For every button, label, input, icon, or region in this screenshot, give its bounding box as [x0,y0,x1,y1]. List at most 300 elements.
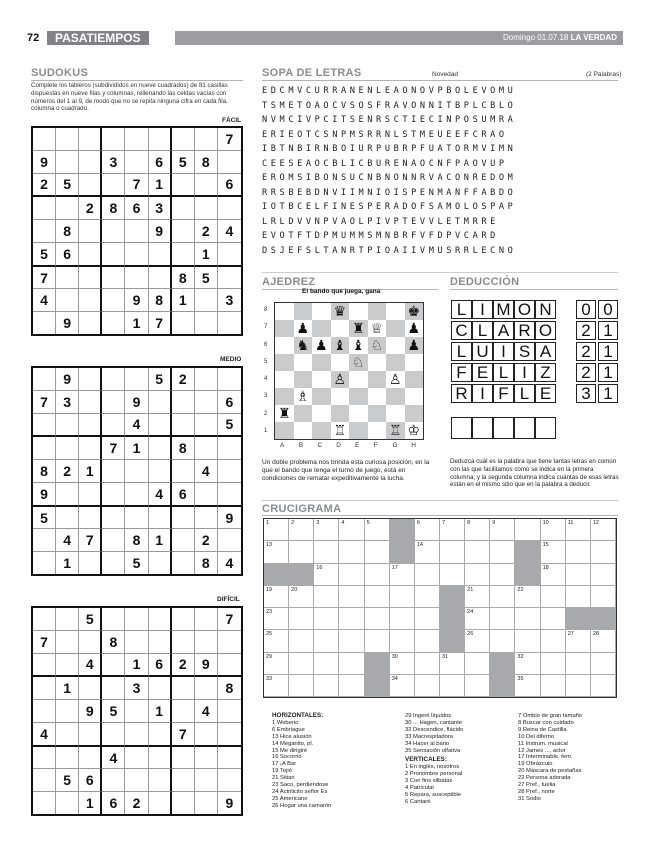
crossword-cell[interactable] [289,675,314,697]
sudoku-cell[interactable] [102,289,125,312]
sudoku-cell[interactable] [149,507,172,530]
sudoku-cell[interactable] [125,460,148,483]
crossword-cell[interactable] [289,586,314,608]
sudoku-cell[interactable] [218,654,241,678]
sudoku-cell[interactable]: 1 [149,174,172,198]
crossword-cell[interactable] [339,586,364,608]
sudoku-cell[interactable]: 5 [102,700,125,723]
crossword-cell[interactable] [365,630,390,652]
sudoku-cell[interactable] [56,507,79,530]
sudoku-cell[interactable] [56,414,79,438]
sudoku-cell[interactable]: 6 [79,769,102,792]
sudoku-cell[interactable] [33,552,56,574]
sudoku-cell[interactable]: 9 [125,289,148,312]
sudoku-cell[interactable]: 9 [79,700,102,723]
sudoku-cell[interactable] [149,128,172,151]
sudoku-cell[interactable]: 4 [125,414,148,438]
sudoku-cell[interactable] [195,312,218,334]
sudoku-cell[interactable] [218,243,241,267]
sudoku-cell[interactable] [79,267,102,290]
crossword-cell[interactable] [566,675,591,697]
sudoku-cell[interactable]: 5 [33,243,56,267]
crossword-cell[interactable] [314,586,339,608]
sudoku-cell[interactable]: 1 [195,243,218,267]
sudoku-cell[interactable]: 8 [56,220,79,243]
sudoku-cell[interactable] [172,769,195,792]
sudoku-cell[interactable]: 2 [79,197,102,220]
sudoku-cell[interactable]: 5 [195,267,218,290]
sudoku-cell[interactable] [149,769,172,792]
crossword-cell[interactable] [390,564,415,586]
sudoku-cell[interactable] [125,769,148,792]
sudoku-cell[interactable]: 5 [172,151,195,174]
crossword-cell[interactable] [440,541,465,563]
crossword-cell[interactable] [440,519,465,541]
sudoku-cell[interactable]: 4 [33,289,56,312]
sudoku-cell[interactable] [125,483,148,507]
sudoku-cell[interactable]: 6 [102,792,125,814]
sudoku-cell[interactable]: 6 [56,243,79,267]
sudoku-cell[interactable] [172,174,195,198]
sudoku-cell[interactable] [56,267,79,290]
sudoku-cell[interactable]: 9 [225,795,234,812]
sudoku-cell[interactable] [56,723,79,747]
crossword-cell[interactable] [440,564,465,586]
sudoku-cell[interactable] [56,608,79,631]
sudoku-cell[interactable] [33,128,56,151]
sudoku-cell[interactable] [33,368,56,391]
crossword-cell[interactable] [390,608,415,630]
sudoku-cell[interactable] [102,483,125,507]
sudoku-cell[interactable]: 8 [218,677,241,700]
sudoku-cell[interactable] [195,677,218,700]
sudoku-cell[interactable] [79,174,102,198]
sudoku-cell[interactable]: 5 [56,174,79,198]
sudoku-cell[interactable] [33,654,56,678]
sudoku-cell[interactable] [33,769,56,792]
sudoku-cell[interactable] [195,792,218,814]
crossword-cell[interactable] [415,541,440,563]
crossword-cell[interactable] [515,519,540,541]
sudoku-cell[interactable]: 8 [33,460,56,483]
sudoku-cell[interactable] [56,483,79,507]
sudoku-cell[interactable] [102,220,125,243]
crossword-cell[interactable] [264,653,289,675]
sudoku-cell[interactable]: 4 [79,654,102,678]
sudoku-cell[interactable] [102,552,125,574]
sudoku-cell[interactable] [172,747,195,770]
crossword-cell[interactable] [415,564,440,586]
sudoku-cell[interactable] [125,723,148,747]
sudoku-cell[interactable] [125,128,148,151]
sudoku-cell[interactable] [79,128,102,151]
sudoku-cell[interactable] [149,552,172,574]
sudoku-cell[interactable] [102,460,125,483]
sudoku-cell[interactable] [195,608,218,631]
crossword-cell[interactable] [591,564,616,586]
sudoku-cell[interactable] [79,368,102,391]
sudoku-cell[interactable] [195,507,218,530]
sudoku-cell[interactable]: 5 [125,552,148,574]
crossword-cell[interactable] [339,675,364,697]
sudoku-cell[interactable] [172,243,195,267]
crossword-cell[interactable] [591,630,616,652]
crossword-cell[interactable] [465,653,490,675]
crossword-cell[interactable] [314,541,339,563]
sudoku-cell[interactable] [195,128,218,151]
sudoku-cell[interactable]: 9 [218,507,241,530]
sudoku-cell[interactable] [56,289,79,312]
sudoku-cell[interactable] [218,267,241,290]
sudoku-cell[interactable]: 7 [218,128,241,151]
crossword-cell[interactable] [339,608,364,630]
sudoku-cell[interactable] [102,368,125,391]
sudoku-cell[interactable]: 3 [149,197,172,220]
sudoku-cell[interactable] [102,267,125,290]
sudoku-cell[interactable]: 4 [102,747,125,770]
crossword-cell[interactable] [415,675,440,697]
sudoku-cell[interactable]: 4 [225,555,234,572]
sudoku-cell[interactable] [195,723,218,747]
sudoku-cell[interactable] [149,460,172,483]
crossword-cell[interactable] [541,675,566,697]
sudoku-cell[interactable] [125,608,148,631]
crossword-cell[interactable] [541,630,566,652]
deduction-answer-cell[interactable] [493,417,514,439]
sudoku-cell[interactable] [102,507,125,530]
sudoku-cell[interactable]: 3 [125,677,148,700]
crossword-cell[interactable] [365,586,390,608]
sudoku-cell[interactable] [195,391,218,414]
sudoku-cell[interactable]: 8 [172,437,195,460]
crossword-cell[interactable] [314,564,339,586]
sudoku-cell[interactable] [172,529,195,552]
sudoku-cell[interactable] [195,174,218,198]
sudoku-cell[interactable]: 2 [33,174,56,198]
sudoku-cell[interactable] [172,608,195,631]
crossword-cell[interactable] [541,608,566,630]
sudoku-cell[interactable] [172,220,195,243]
crossword-cell[interactable] [339,653,364,675]
crossword-cell[interactable] [415,630,440,652]
crossword-cell[interactable] [314,675,339,697]
sudoku-cell[interactable] [218,483,241,507]
sudoku-cell[interactable] [33,197,56,220]
crossword-cell[interactable] [264,541,289,563]
sudoku-cell[interactable] [195,483,218,507]
sudoku-cell[interactable] [79,483,102,507]
sudoku-cell[interactable] [195,414,218,438]
sudoku-cell[interactable] [79,414,102,438]
sudoku-cell[interactable] [172,552,195,574]
sudoku-cell[interactable] [125,267,148,290]
crossword-cell[interactable] [289,541,314,563]
sudoku-cell[interactable]: 8 [102,631,125,654]
sudoku-cell[interactable] [79,631,102,654]
sudoku-cell[interactable] [125,368,148,391]
crossword-cell[interactable] [390,586,415,608]
sudoku-cell[interactable]: 7 [33,631,56,654]
crossword-cell[interactable] [490,608,515,630]
sudoku-cell[interactable] [149,747,172,770]
sudoku-cell[interactable]: 2 [195,529,218,552]
crossword-cell[interactable] [365,608,390,630]
crossword-cell[interactable] [591,541,616,563]
sudoku-cell[interactable] [79,507,102,530]
sudoku-cell[interactable] [125,631,148,654]
crossword-cell[interactable] [415,586,440,608]
sudoku-cell[interactable] [79,151,102,174]
sudoku-cell[interactable] [149,792,172,814]
sudoku-cell[interactable] [149,723,172,747]
crossword-cell[interactable] [465,541,490,563]
crossword-cell[interactable] [541,586,566,608]
sudoku-cell[interactable]: 4 [195,460,218,483]
sudoku-cell[interactable]: 8 [102,197,125,220]
crossword-cell[interactable] [465,675,490,697]
sudoku-cell[interactable]: 1 [149,700,172,723]
sudoku-cell[interactable] [56,792,79,814]
sudoku-cell[interactable] [33,700,56,723]
deduction-answer-cell[interactable] [451,417,472,439]
crossword-cell[interactable] [566,519,591,541]
crossword-cell[interactable] [314,653,339,675]
sudoku-cell[interactable] [102,312,125,334]
sudoku-cell[interactable]: 8 [172,267,195,290]
crossword-cell[interactable] [415,519,440,541]
sudoku-cell[interactable] [125,507,148,530]
crossword-cell[interactable] [566,564,591,586]
sudoku-cell[interactable] [218,368,241,391]
crossword-cell[interactable] [264,519,289,541]
crossword-cell[interactable] [515,630,540,652]
sudoku-cell[interactable] [102,654,125,678]
sudoku-cell[interactable]: 1 [79,792,102,814]
sudoku-cell[interactable] [172,312,195,334]
sudoku-cell[interactable]: 4 [195,700,218,723]
sudoku-cell[interactable] [149,267,172,290]
sudoku-cell[interactable]: 6 [149,654,172,678]
crossword-cell[interactable] [566,541,591,563]
sudoku-cell[interactable] [33,677,56,700]
crossword-cell[interactable] [490,541,515,563]
sudoku-cell[interactable] [56,437,79,460]
sudoku-cell[interactable]: 1 [125,437,148,460]
sudoku-cell[interactable] [102,174,125,198]
sudoku-cell[interactable] [218,631,241,654]
sudoku-cell[interactable]: 1 [125,312,148,334]
crossword-cell[interactable] [490,630,515,652]
crossword-cell[interactable] [289,519,314,541]
sudoku-cell[interactable]: 4 [56,529,79,552]
sudoku-cell[interactable]: 6 [149,151,172,174]
sudoku-cell[interactable] [33,608,56,631]
sudoku-cell[interactable]: 2 [172,654,195,678]
crossword-cell[interactable] [289,653,314,675]
sudoku-cell[interactable] [56,197,79,220]
sudoku-cell[interactable] [102,608,125,631]
sudoku-cell[interactable] [172,507,195,530]
sudoku-cell[interactable]: 9 [33,483,56,507]
sudoku-cell[interactable]: 8 [195,552,218,574]
sudoku-cell[interactable] [195,437,218,460]
sudoku-cell[interactable] [172,391,195,414]
sudoku-cell[interactable]: 5 [149,368,172,391]
crossword-cell[interactable] [339,630,364,652]
sudoku-cell[interactable] [125,151,148,174]
sudoku-cell[interactable] [56,700,79,723]
sudoku-cell[interactable] [195,769,218,792]
sudoku-cell[interactable]: 1 [56,552,79,574]
sudoku-cell[interactable] [79,220,102,243]
sudoku-cell[interactable] [102,723,125,747]
sudoku-cell[interactable] [33,312,56,334]
sudoku-cell[interactable] [79,289,102,312]
sudoku-cell[interactable] [218,747,241,770]
crossword-cell[interactable] [264,586,289,608]
sudoku-cell[interactable] [79,677,102,700]
sudoku-cell[interactable]: 9 [56,312,79,334]
sudoku-cell[interactable] [149,437,172,460]
sudoku-cell[interactable]: 2 [172,368,195,391]
crossword-cell[interactable] [490,519,515,541]
crossword-cell[interactable] [465,519,490,541]
sudoku-cell[interactable]: 1 [56,677,79,700]
sudoku-cell[interactable] [125,747,148,770]
sudoku-cell[interactable] [102,391,125,414]
sudoku-cell[interactable]: 6 [218,174,241,198]
sudoku-cell[interactable] [79,747,102,770]
sudoku-cell[interactable] [218,529,241,552]
sudoku-cell[interactable] [172,414,195,438]
crossword-cell[interactable] [339,564,364,586]
sudoku-cell[interactable]: 1 [149,529,172,552]
crossword-cell[interactable] [440,675,465,697]
crossword-cell[interactable] [390,653,415,675]
crossword-cell[interactable] [264,608,289,630]
crossword-cell[interactable] [264,675,289,697]
sudoku-cell[interactable]: 7 [79,529,102,552]
sudoku-cell[interactable] [79,437,102,460]
crossword-cell[interactable] [566,586,591,608]
sudoku-cell[interactable]: 2 [195,220,218,243]
sudoku-cell[interactable] [33,792,56,814]
crossword-cell[interactable] [541,541,566,563]
sudoku-cell[interactable]: 9 [195,654,218,678]
sudoku-cell[interactable] [33,529,56,552]
sudoku-cell[interactable] [102,243,125,267]
sudoku-cell[interactable]: 6 [218,391,241,414]
sudoku-cell[interactable] [218,700,241,723]
sudoku-cell[interactable] [218,769,241,792]
sudoku-cell[interactable]: 5 [79,608,102,631]
sudoku-cell[interactable] [33,747,56,770]
sudoku-cell[interactable]: 8 [125,529,148,552]
sudoku-cell[interactable]: 5 [56,769,79,792]
crossword-cell[interactable] [515,653,540,675]
sudoku-cell[interactable] [218,197,241,220]
crossword-cell[interactable] [264,630,289,652]
crossword-cell[interactable] [365,541,390,563]
sudoku-cell[interactable] [172,128,195,151]
sudoku-cell[interactable]: 3 [102,151,125,174]
sudoku-cell[interactable]: 1 [172,289,195,312]
sudoku-cell[interactable] [149,608,172,631]
crossword-cell[interactable] [314,608,339,630]
sudoku-cell[interactable] [79,243,102,267]
crossword-cell[interactable] [415,653,440,675]
sudoku-cell[interactable]: 2 [56,460,79,483]
sudoku-cell[interactable] [102,769,125,792]
sudoku-cell[interactable] [149,677,172,700]
crossword-cell[interactable] [415,608,440,630]
sudoku-cell[interactable] [149,414,172,438]
sudoku-cell[interactable] [33,220,56,243]
sudoku-cell[interactable] [102,529,125,552]
deduction-answer-cell[interactable] [535,417,556,439]
crossword-cell[interactable] [465,608,490,630]
crossword-cell[interactable] [289,630,314,652]
crossword-cell[interactable] [591,586,616,608]
sudoku-cell[interactable] [56,654,79,678]
crossword-cell[interactable] [515,675,540,697]
sudoku-cell[interactable] [125,220,148,243]
crossword-cell[interactable] [440,653,465,675]
crossword-cell[interactable] [541,653,566,675]
crossword-cell[interactable] [591,675,616,697]
sudoku-cell[interactable]: 7 [172,723,195,747]
crossword-cell[interactable] [566,653,591,675]
sudoku-cell[interactable] [56,151,79,174]
sudoku-cell[interactable]: 6 [125,197,148,220]
sudoku-cell[interactable] [149,391,172,414]
deduction-answer-cell[interactable] [514,417,535,439]
sudoku-cell[interactable] [125,243,148,267]
sudoku-cell[interactable]: 7 [125,174,148,198]
sudoku-cell[interactable] [172,700,195,723]
crossword-cell[interactable] [465,564,490,586]
crossword-cell[interactable] [314,519,339,541]
sudoku-cell[interactable] [56,747,79,770]
sudoku-cell[interactable]: 7 [33,267,56,290]
crossword-cell[interactable] [465,586,490,608]
sudoku-cell[interactable]: 7 [218,608,241,631]
crossword-cell[interactable] [465,630,490,652]
sudoku-cell[interactable] [102,414,125,438]
sudoku-cell[interactable]: 4 [33,723,56,747]
sudoku-cell[interactable]: 8 [149,289,172,312]
sudoku-cell[interactable] [56,631,79,654]
crossword-cell[interactable] [515,608,540,630]
sudoku-cell[interactable] [172,631,195,654]
sudoku-cell[interactable] [79,723,102,747]
sudoku-cell[interactable] [79,552,102,574]
sudoku-cell[interactable]: 5 [218,414,241,438]
crossword-cell[interactable] [339,541,364,563]
sudoku-cell[interactable] [218,460,241,483]
sudoku-cell[interactable] [33,437,56,460]
crossword-cell[interactable] [289,608,314,630]
sudoku-cell[interactable]: 3 [218,289,241,312]
crossword-cell[interactable] [314,630,339,652]
sudoku-cell[interactable] [149,243,172,267]
sudoku-cell[interactable] [172,792,195,814]
sudoku-cell[interactable]: 1 [125,654,148,678]
sudoku-cell[interactable]: 6 [172,483,195,507]
sudoku-cell[interactable] [195,368,218,391]
sudoku-cell[interactable] [195,289,218,312]
sudoku-cell[interactable]: 9 [33,151,56,174]
